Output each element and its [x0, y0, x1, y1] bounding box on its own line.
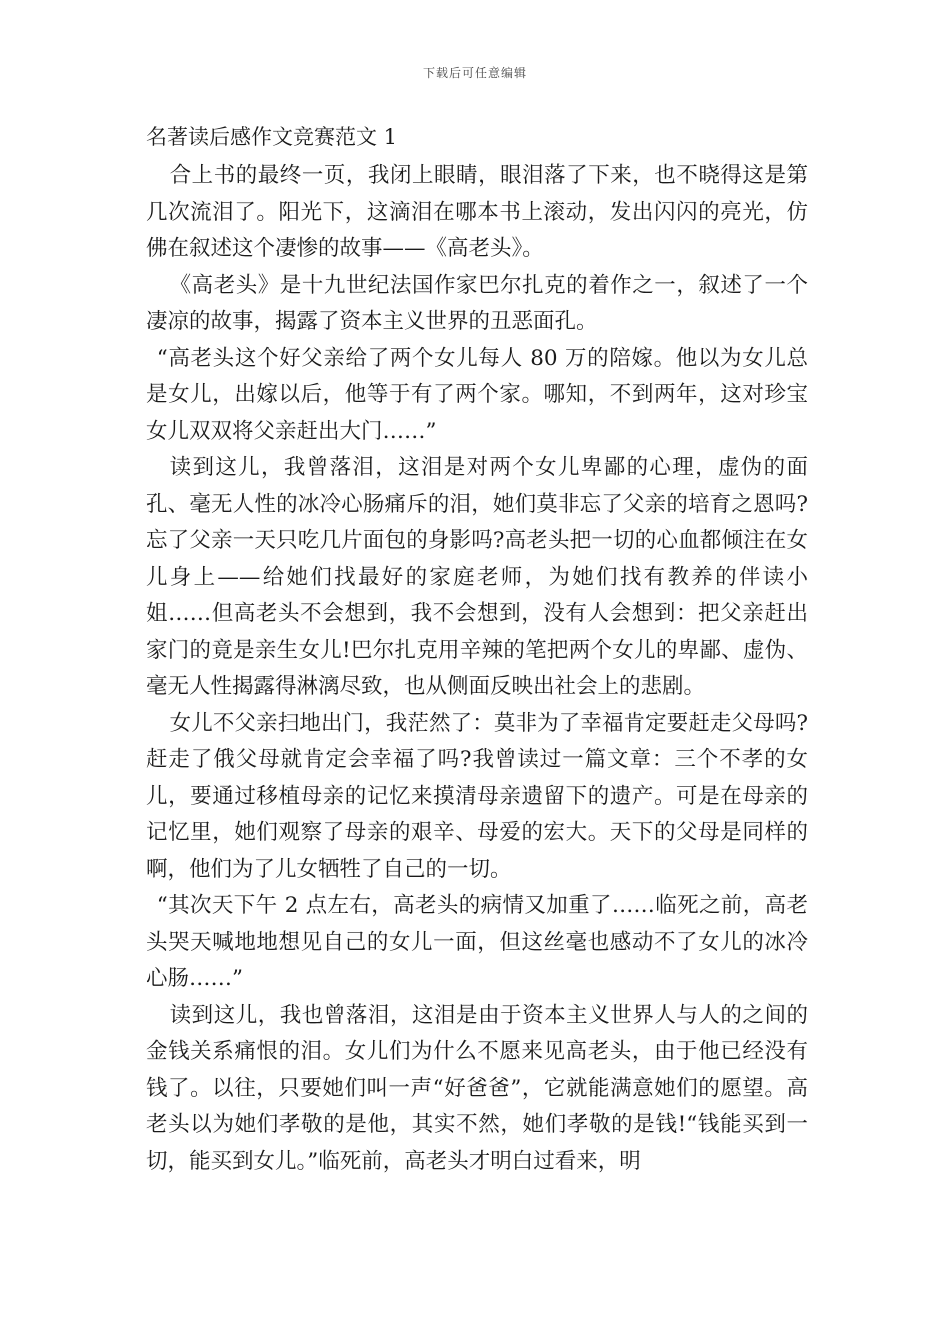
paragraph-quote-2: “其次天下午 2 点左右，高老头的病情又加重了……临死之前，高老头哭天喊地地想见自己的女儿一面，但这丝毫也感动不了女儿的冰冷心肠……”: [146, 893, 808, 991]
paragraph-5: 女儿不父亲扫地出门，我茫然了：莫非为了幸福肯定要赶走父母吗?赶走了俄父母就肯定会幸福了吗?我曾读过一篇文章：三个不孝的女儿，要通过移植母亲的记忆来摸清母亲遗留下的遗产。可是在母亲的记忆里，她们观察了母亲的艰辛、母爱的宏大。天下的父母是同样的啊，他们为了儿女牺牲了自己的一切。: [146, 710, 808, 882]
paragraph-1: 合上书的最终一页，我闭上眼睛，眼泪落了下来，也不晓得这是第几次流泪了。阳光下，这滴泪在哪本书上滚动，发出闪闪的亮光，仿佛在叙述这个凄惨的故事——《高老头》。: [146, 163, 808, 261]
paragraph-4: 读到这儿，我曾落泪，这泪是对两个女儿卑鄙的心理，虚伪的面孔、毫无人性的冰冷心肠痛斥的泪，她们莫非忘了父亲的培育之恩吗?忘了父亲一天只吃几片面包的身影吗?高老头把一切的心血都倾注在女儿身上——给她们找最好的家庭老师，为她们找有教养的伴读小姐……但高老头不会想到，我不会想到，没有人会想到：把父亲赶出家门的竟是亲生女儿!巴尔扎克用辛辣的笔把两个女儿的卑鄙、虚伪、毫无人性揭露得淋漓尽致，也从侧面反映出社会上的悲剧。: [146, 455, 808, 699]
paragraph-2: 《高老头》是十九世纪法国作家巴尔扎克的着作之一，叙述了一个凄凉的故事，揭露了资本主义世界的丑恶面孔。: [146, 272, 808, 334]
page-header-note: 下载后可任意编辑: [422, 66, 527, 80]
paragraph-7: 读到这儿，我也曾落泪，这泪是由于资本主义世界人与人的之间的金钱关系痛恨的泪。女儿们为什么不愿来见高老头，由于他已经没有钱了。以往，只要她们叫一声“好爸爸”，它就能满意她们的愿望。高老头以为她们孝敬的是他，其实不然，她们孝敬的是钱!“钱能买到一切，能买到女儿。”临死前，高老头才明白过看来，明: [146, 1002, 808, 1174]
document-title: 名著读后感作文竞赛范文 1: [146, 125, 398, 149]
document-body: [146, 158, 808, 1180]
paragraph-quote-1: “高老头这个好父亲给了两个女儿每人 80 万的陪嫁。他以为女儿总是女儿，出嫁以后，他等于有了两个家。哪知，不到两年，这对珍宝女儿双双将父亲赶出大门……”: [146, 345, 808, 444]
